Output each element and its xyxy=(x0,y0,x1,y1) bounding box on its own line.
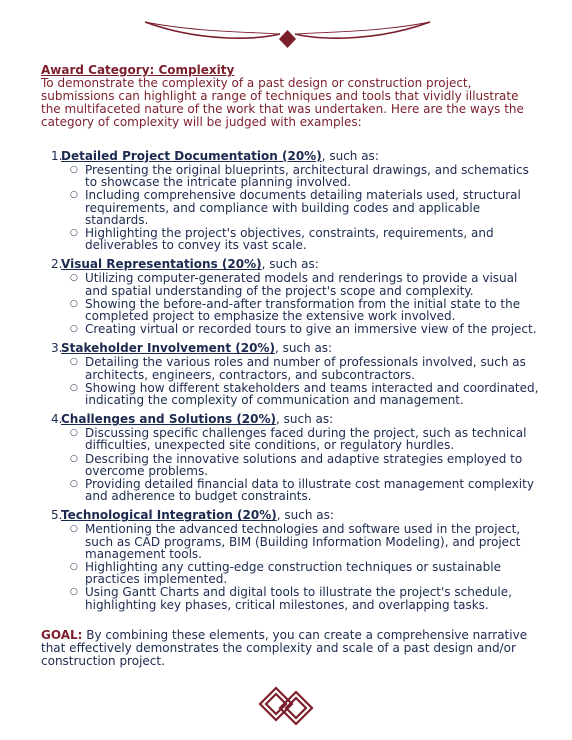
bullet-item: ○ Presenting the original blueprints, architectural drawings, and schematics to showcase the intricate planning involved. xyxy=(70,163,529,190)
goal-label: GOAL: xyxy=(41,627,83,642)
category-item xyxy=(41,342,541,406)
category-number: 3. xyxy=(51,341,63,356)
category-suffix: , such as: xyxy=(274,341,333,356)
circle-bullet-icon: ○ xyxy=(70,165,78,175)
bullet-item: ○ Utilizing computer-generated models and renderings to provide a visual and spatial understanding of the project's scope and complexity. xyxy=(70,271,518,298)
category-item xyxy=(41,509,541,610)
bullet-item: ○ Creating virtual or recorded tours to give an immersive view of the project. xyxy=(70,322,537,337)
category-suffix: , such as: xyxy=(321,149,379,163)
category-number: 4. xyxy=(51,412,63,427)
circle-bullet-icon: ○ xyxy=(70,228,78,239)
circle-bullet-icon: ○ xyxy=(70,357,78,368)
bullet-item: ○ Highlighting the project's objectives, constraints, requirements, and deliverables to convey its vast scale. xyxy=(70,226,494,253)
category-list xyxy=(41,150,541,611)
circle-bullet-icon: ○ xyxy=(70,453,78,464)
circle-bullet-icon: ○ xyxy=(70,190,78,201)
circle-bullet-icon: ○ xyxy=(70,524,78,535)
category-title: Visual Representations (20%) xyxy=(61,257,262,272)
flourish-ornament-icon xyxy=(140,12,435,52)
category-title: Technological Integration (20%) xyxy=(61,508,277,523)
intro-paragraph: To demonstrate the complexity of a past design or construction project, submissions can highlight a range of techniques and tools that vividly illustrate the multifaceted nature of the work that was undertaken. Here are the ways the category of complexity will be judged with examples: xyxy=(41,76,524,129)
circle-bullet-icon: ○ xyxy=(70,587,78,598)
bullet-item: ○ Providing detailed financial data to illustrate cost management complexity and adherence to budget constraints. xyxy=(70,477,534,504)
category-item xyxy=(41,150,541,251)
bullet-item: ○ Discussing specific challenges faced during the project, such as technical difficulties, unexpected site conditions, or regulatory hurdles. xyxy=(70,426,527,453)
category-suffix: , such as: xyxy=(276,508,334,523)
bullet-item: ○ Detailing the various roles and number of professionals involved, such as architects, engineers, contractors, and subcontractors. xyxy=(70,355,526,382)
goal-text: By combining these elements, you can create a comprehensive narrative that effectively demonstrates the complexity and scale of a past design and/or construction project. xyxy=(41,627,528,668)
category-item xyxy=(41,413,541,502)
goal-paragraph xyxy=(41,629,541,668)
circle-bullet-icon: ○ xyxy=(70,298,78,309)
bullet-item: ○ Using Gantt Charts and digital tools to illustrate the project's schedule, highlighting key phases, critical milestones, and overlapping tasks. xyxy=(70,585,512,612)
circle-bullet-icon: ○ xyxy=(70,324,78,335)
category-number: 5. xyxy=(51,508,63,523)
circle-bullet-icon: ○ xyxy=(70,479,78,490)
bullet-item: ○ Showing how different stakeholders and teams interacted and coordinated, indicating the complexity of communication and management. xyxy=(70,380,539,408)
circle-bullet-icon: ○ xyxy=(70,382,78,393)
document-body xyxy=(41,63,541,668)
interlocked-diamond-logo-icon xyxy=(258,684,314,728)
award-category-heading: Award Category: Complexity xyxy=(41,63,235,77)
bullet-item: ○ Describing the innovative solutions and adaptive strategies employed to overcome problems. xyxy=(70,451,523,478)
bullet-item: ○ Mentioning the advanced technologies and software used in the project, such as CAD programs, BIM (Building Information Modeling), and project management tools. xyxy=(70,522,521,561)
category-title: Challenges and Solutions (20%) xyxy=(61,412,277,427)
category-suffix: , such as: xyxy=(261,257,319,272)
circle-bullet-icon: ○ xyxy=(70,273,78,284)
category-number: 1. xyxy=(51,149,63,163)
circle-bullet-icon: ○ xyxy=(70,562,78,573)
category-title: Detailed Project Documentation (20%) xyxy=(61,149,322,163)
bullet-item: ○ Including comprehensive documents detailing materials used, structural requirements, and compliance with building codes and applicable standards. xyxy=(70,188,521,227)
category-item xyxy=(41,258,541,335)
bullet-item: ○ Showing the before-and-after transformation from the initial state to the completed project to emphasize the extensive work involved. xyxy=(70,296,521,324)
category-title: Stakeholder Involvement (20%) xyxy=(61,341,275,356)
category-suffix: , such as: xyxy=(276,412,334,427)
category-number: 2. xyxy=(51,257,63,272)
circle-bullet-icon: ○ xyxy=(70,428,78,439)
bullet-item: ○ Highlighting any cutting-edge construction techniques or sustainable practices implemented. xyxy=(70,560,501,587)
